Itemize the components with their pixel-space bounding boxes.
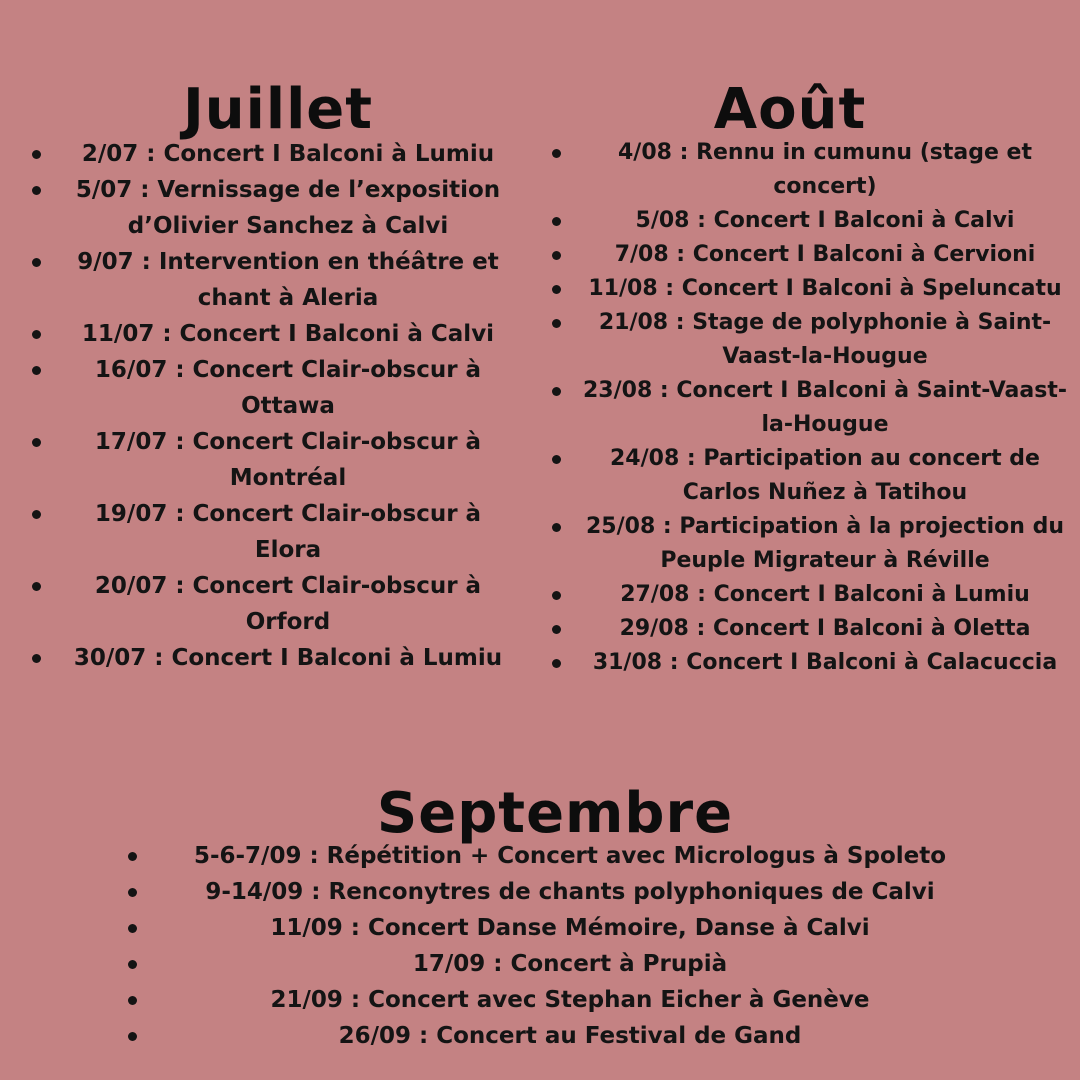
event-item: 19/07 : Concert Clair-obscur à Elora [60, 496, 516, 568]
section-title-aout: Août [713, 76, 867, 142]
event-item: 17/09 : Concert à Prupià [150, 946, 990, 982]
event-item: 11/08 : Concert I Balconi à Speluncatu [580, 272, 1070, 306]
event-item: 20/07 : Concert Clair-obscur à Orford [60, 568, 516, 640]
event-list-septembre [150, 838, 990, 1054]
event-item: 21/09 : Concert avec Stephan Eicher à Genève [150, 982, 990, 1018]
event-item: 31/08 : Concert I Balconi à Calacuccia [580, 646, 1070, 680]
event-item: 29/08 : Concert I Balconi à Oletta [580, 612, 1070, 646]
event-item: 5-6-7/09 : Répétition + Concert avec Micrologus à Spoleto [150, 838, 990, 874]
event-item: 17/07 : Concert Clair-obscur à Montréal [60, 424, 516, 496]
event-item: 27/08 : Concert I Balconi à Lumiu [580, 578, 1070, 612]
event-list-juillet [60, 136, 516, 676]
event-item: 24/08 : Participation au concert de Carlos Nuñez à Tatihou [580, 442, 1070, 510]
event-item: 2/07 : Concert I Balconi à Lumiu [60, 136, 516, 172]
event-item: 21/08 : Stage de polyphonie à Saint-Vaast-la-Hougue [580, 306, 1070, 374]
section-title-juillet: Juillet [182, 76, 374, 142]
event-item: 25/08 : Participation à la projection du Peuple Migrateur à Réville [580, 510, 1070, 578]
event-item: 26/09 : Concert au Festival de Gand [150, 1018, 990, 1054]
event-item: 23/08 : Concert I Balconi à Saint-Vaast-la-Hougue [580, 374, 1070, 442]
event-item: 5/07 : Vernissage de l’exposition d’Olivier Sanchez à Calvi [60, 172, 516, 244]
event-item: 4/08 : Rennu in cumunu (stage et concert) [580, 136, 1070, 204]
event-item: 5/08 : Concert I Balconi à Calvi [580, 204, 1070, 238]
event-item: 11/09 : Concert Danse Mémoire, Danse à Calvi [150, 910, 990, 946]
event-item: 9/07 : Intervention en théâtre et chant à Aleria [60, 244, 516, 316]
event-item: 16/07 : Concert Clair-obscur à Ottawa [60, 352, 516, 424]
event-item: 30/07 : Concert I Balconi à Lumiu [60, 640, 516, 676]
event-list-aout [580, 136, 1070, 680]
event-item: 11/07 : Concert I Balconi à Calvi [60, 316, 516, 352]
event-item: 7/08 : Concert I Balconi à Cervioni [580, 238, 1070, 272]
event-item: 9-14/09 : Renconytres de chants polyphoniques de Calvi [150, 874, 990, 910]
section-title-septembre: Septembre [376, 780, 734, 846]
